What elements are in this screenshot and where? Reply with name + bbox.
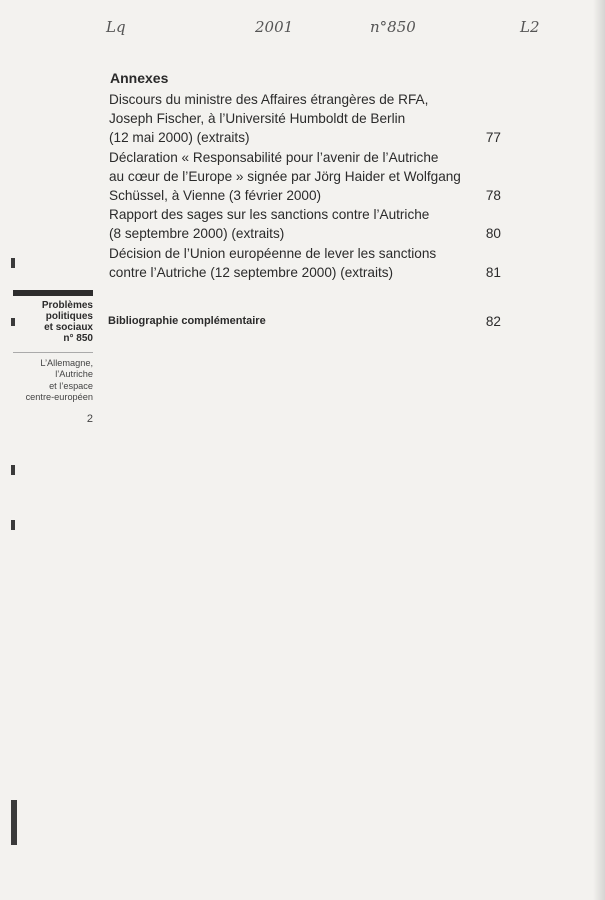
journal-title-line: Problèmes bbox=[41, 300, 93, 311]
toc-page-number: 77 bbox=[485, 130, 501, 146]
toc-entry bbox=[109, 205, 501, 243]
issue-subject-line: l’Autriche bbox=[55, 369, 93, 380]
toc-entry-text: Rapport des sages sur les sanctions contre l’Autriche bbox=[109, 207, 430, 223]
toc-entry-text: Schüssel, à Vienne (3 février 2000) bbox=[109, 188, 322, 204]
binding-mark bbox=[11, 465, 15, 475]
table-of-contents bbox=[109, 90, 501, 282]
binding-mark bbox=[11, 258, 15, 268]
binding-mark bbox=[11, 800, 17, 845]
issue-subject-line: et l’espace bbox=[49, 380, 93, 391]
handwritten-note: Lq bbox=[106, 18, 126, 36]
toc-entry bbox=[109, 244, 501, 282]
toc-entry-text: Discours du ministre des Affaires étrangères de RFA, bbox=[109, 92, 429, 107]
toc-entry-text: (12 mai 2000) (extraits) bbox=[109, 130, 250, 146]
toc-entry-text: Joseph Fischer, à l’Université Humboldt de Berlin bbox=[109, 111, 406, 127]
toc-entry-text: Décision de l’Union européenne de lever les sanctions bbox=[109, 245, 437, 261]
section-title: Annexes bbox=[110, 70, 169, 86]
toc-page-number: 81 bbox=[485, 264, 501, 280]
scan-edge-shadow bbox=[593, 0, 605, 900]
sidebar-rule bbox=[13, 290, 93, 296]
handwritten-issue: n°850 bbox=[370, 18, 416, 36]
toc-entry bbox=[109, 90, 501, 148]
issue-subject-line: L’Allemagne, bbox=[40, 358, 93, 368]
journal-issue-number: n° 850 bbox=[63, 333, 93, 344]
toc-entry-text: (8 septembre 2000) (extraits) bbox=[109, 226, 285, 242]
issue-subject-line: centre-européen bbox=[25, 391, 93, 402]
page-folio: 2 bbox=[86, 413, 93, 425]
journal-title bbox=[13, 300, 93, 344]
handwritten-code: L2 bbox=[520, 18, 540, 36]
journal-title-line: et sociaux bbox=[44, 322, 93, 333]
toc-page-number: 80 bbox=[485, 226, 501, 242]
toc-entry-text: contre l’Autriche (12 septembre 2000) (extraits) bbox=[109, 264, 394, 280]
journal-title-line: politiques bbox=[45, 311, 93, 322]
toc-entry-text: au cœur de l’Europe » signée par Jörg Haider et Wolfgang bbox=[109, 168, 461, 184]
binding-mark bbox=[11, 318, 15, 326]
sidebar-divider bbox=[13, 352, 93, 353]
bibliography-entry bbox=[108, 315, 501, 327]
issue-subject bbox=[13, 358, 93, 403]
bibliography-label: Bibliographie complémentaire bbox=[108, 315, 266, 327]
binding-mark bbox=[11, 520, 15, 530]
toc-entry bbox=[109, 148, 501, 206]
toc-page-number: 78 bbox=[485, 188, 501, 204]
bibliography-page-number: 82 bbox=[485, 314, 501, 329]
toc-entry-text: Déclaration « Responsabilité pour l’avenir de l’Autriche bbox=[109, 149, 439, 165]
handwritten-year: 2001 bbox=[255, 18, 294, 36]
